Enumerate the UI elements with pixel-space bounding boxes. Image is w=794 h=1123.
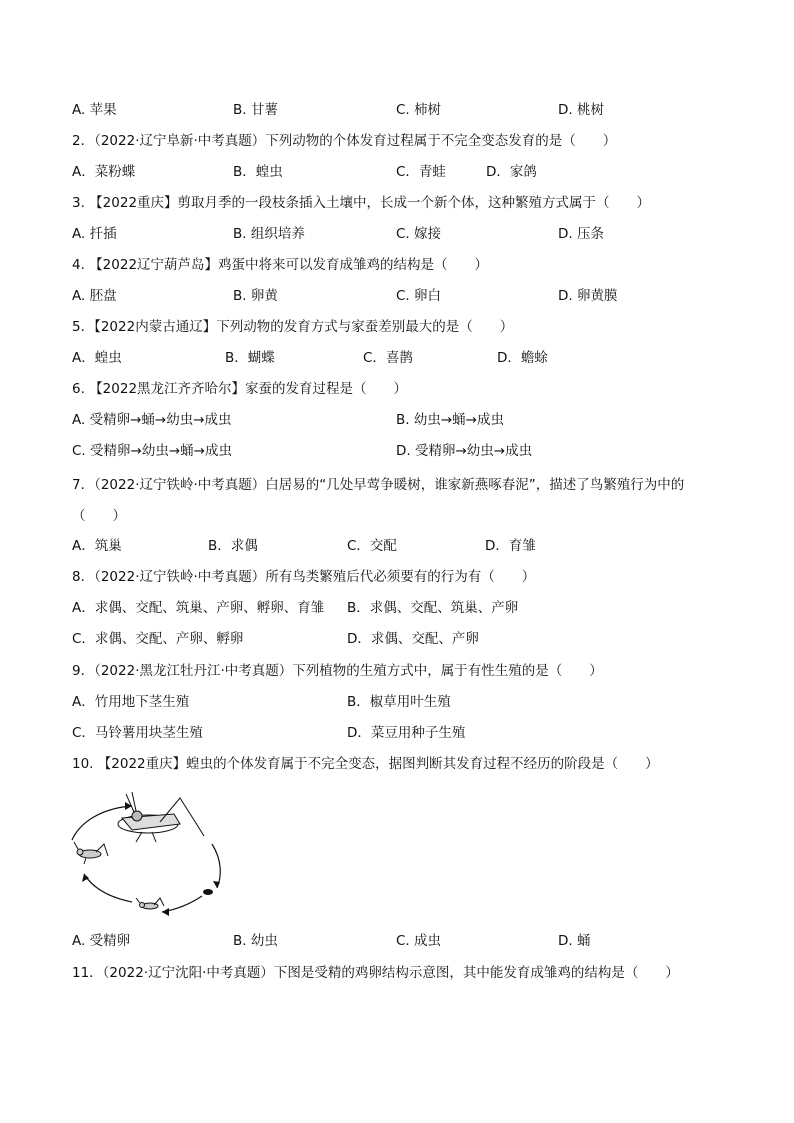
q2-option-b: B．蝗虫 [233,164,283,180]
q5-option-d: D．蟾蜍 [497,350,548,366]
q8-stem: 8．（2022·辽宁铁岭·中考真题）所有鸟类繁殖后代必须要有的行为有（ ） [72,569,536,585]
q10-stem: 10. 【2022重庆】蝗虫的个体发育属于不完全变态，据图判断其发育过程不经历的阶段是（ ） [72,756,659,772]
q10-option-d: D. 蛹 [558,933,591,949]
q1-option-b: B. 甘薯 [233,102,278,118]
arrow-head-2 [213,881,220,888]
q8-option-c: C．求偶、交配、产卵、孵卵 [72,631,244,647]
q1-option-c: C. 柿树 [396,102,442,118]
q4-option-d: D. 卵黄膜 [558,288,618,304]
q5-option-a: A．蝗虫 [72,350,122,366]
q3-option-c: C. 嫁接 [396,226,442,242]
locust-life-cycle-diagram [62,788,232,920]
q10-option-b: B. 幼虫 [233,933,278,949]
q6-stem: 6. 【2022黑龙江齐齐哈尔】家蚕的发育过程是（ ） [72,381,408,397]
q5-option-b: B．蝴蝶 [225,350,275,366]
q6-option-b: B. 幼虫→蛹→成虫 [396,412,504,428]
q3-option-a: A. 扦插 [72,226,117,242]
q4-stem: 4. 【2022辽宁葫芦岛】鸡蛋中将来可以发育成雏鸡的结构是（ ） [72,257,489,273]
q9-option-c: C．马铃薯用块茎生殖 [72,725,203,741]
q4-option-b: B. 卵黄 [233,288,278,304]
q8-option-a: A．求偶、交配、筑巢、产卵、孵卵、育雏 [72,600,325,616]
q4-option-c: C. 卵白 [396,288,442,304]
q9-stem: 9．（2022·黑龙江牡丹江·中考真题）下列植物的生殖方式中，属于有性生殖的是（ ） [72,663,603,679]
q6-option-d: D. 受精卵→幼虫→成虫 [396,443,533,459]
large-nymph-icon [74,842,108,864]
q3-stem: 3. 【2022重庆】剪取月季的一段枝条插入土壤中，长成一个新个体，这种繁殖方式属于（ ） [72,195,651,211]
q7-option-b: B．求偶 [208,538,258,554]
q4-option-a: A. 胚盘 [72,288,117,304]
q5-stem: 5．【2022内蒙古通辽】下列动物的发育方式与家蚕差别最大的是（ ） [72,319,514,335]
q3-option-d: D. 压条 [558,226,604,242]
q2-option-c: C．青蛙 [396,164,446,180]
q9-option-a: A．竹用地下茎生殖 [72,694,190,710]
arrow-head-4 [82,874,89,882]
q2-option-a: A．菜粉蝶 [72,164,136,180]
q9-option-d: D．菜豆用种子生殖 [347,725,466,741]
q10-option-c: C. 成虫 [396,933,442,949]
cycle-arc-bottom-left [84,874,132,902]
arrow-head-3 [162,908,169,916]
q2-stem: 2．（2022·辽宁阜新·中考真题）下列动物的个体发育过程属于不完全变态发育的是（ ） [72,133,617,149]
q7-option-d: D．育雏 [485,538,536,554]
q9-option-b: B．椒草用叶生殖 [347,694,451,710]
q3-option-b: B. 组织培养 [233,226,305,242]
q7-option-c: C．交配 [347,538,397,554]
q8-option-d: D．求偶、交配、产卵 [347,631,479,647]
q11-stem: 11．（2022·辽宁沈阳·中考真题）下图是受精的鸡卵结构示意图，其中能发育成雏鸡的结构是（ ） [72,965,679,981]
egg-icon [203,889,213,895]
q7-stem: 7．（2022·辽宁铁岭·中考真题）白居易的“几处早莺争暖树，谁家新燕啄春泥”，描述了鸟繁殖行为中的 [72,477,685,493]
adult-locust-icon [118,792,204,842]
q7-stem-continued: （ ） [72,508,126,524]
q2-option-d: D．家鸽 [486,164,537,180]
q5-option-c: C．喜鹊 [363,350,413,366]
q6-option-a: A. 受精卵→蛹→幼虫→成虫 [72,412,232,428]
q1-option-d: D. 桃树 [558,102,604,118]
q1-option-a: A. 苹果 [72,102,117,118]
small-nymph-icon [136,898,164,909]
q8-option-b: B．求偶、交配、筑巢、产卵 [347,600,519,616]
q10-option-a: A. 受精卵 [72,933,131,949]
q7-option-a: A．筑巢 [72,538,122,554]
q6-option-c: C. 受精卵→幼虫→蛹→成虫 [72,443,232,459]
